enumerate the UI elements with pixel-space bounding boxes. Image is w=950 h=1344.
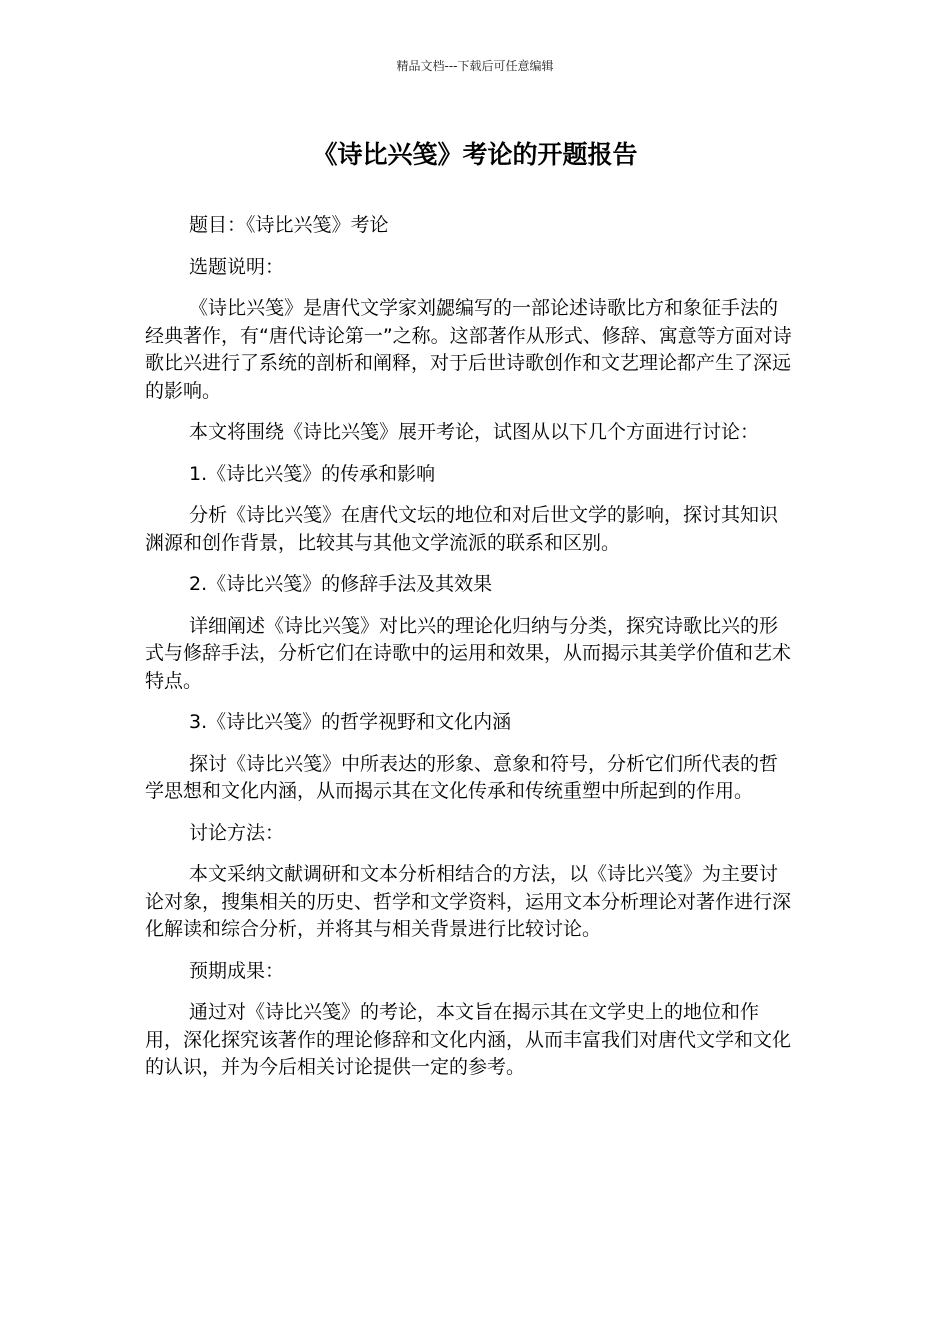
list-item-heading: 1.《诗比兴笺》的传承和影响 [189,462,436,485]
body-paragraph: 《诗比兴笺》是唐代文学家刘勰编写的一部论述诗歌比方和象征手法的经典著作，有“唐代诗论第一”之称。这部著作从形式、修辞、寓意等方面对诗歌比兴进行了系统的剖析和阐释，对于后世诗歌创作和文艺理论都产生了深远的影响。 [145,297,792,402]
section-heading-method: 讨论方法： [189,821,285,844]
list-item-heading: 3.《诗比兴笺》的哲学视野和文化内涵 [189,711,512,733]
section-heading-expected-results: 预期成果： [189,959,285,982]
document-body [145,212,793,1096]
body-paragraph: 详细阐述《诗比兴笺》对比兴的理论化归纳与分类，探究诗歌比兴的形式与修辞手法，分析它们在诗歌中的运用和效果，从而揭示其美学价值和艺术特点。 [145,614,792,692]
document-title: 《诗比兴笺》考论的开题报告 [312,140,638,169]
body-paragraph: 本文将围绕《诗比兴笺》展开考论，试图从以下几个方面进行讨论： [189,421,760,443]
topic-line: 题目：《诗比兴笺》考论 [189,214,389,236]
section-heading-topic-description: 选题说明： [189,255,285,278]
body-paragraph: 探讨《诗比兴笺》中所表达的形象、意象和符号，分析它们所代表的哲学思想和文化内涵，从而揭示其在文化传承和传统重塑中所起到的作用。 [145,752,779,802]
page-header-note: 精品文档---下载后可任意编辑 [396,59,554,73]
body-paragraph: 本文采纳文献调研和文本分析相结合的方法，以《诗比兴笺》为主要讨论对象，搜集相关的历史、哲学和文学资料，运用文本分析理论对著作进行深化解读和综合分析，并将其与相关背景进行比较讨论。 [145,863,792,940]
body-paragraph: 分析《诗比兴笺》在唐代文坛的地位和对后世文学的影响，探讨其知识渊源和创作背景，比较其与其他文学流派的联系和区别。 [145,504,779,554]
list-item-heading: 2.《诗比兴笺》的修辞手法及其效果 [189,573,493,595]
body-paragraph: 通过对《诗比兴笺》的考论，本文旨在揭示其在文学史上的地位和作用，深化探究该著作的理论修辞和文化内涵，从而丰富我们对唐代文学和文化的认识，并为今后相关讨论提供一定的参考。 [145,1001,792,1078]
